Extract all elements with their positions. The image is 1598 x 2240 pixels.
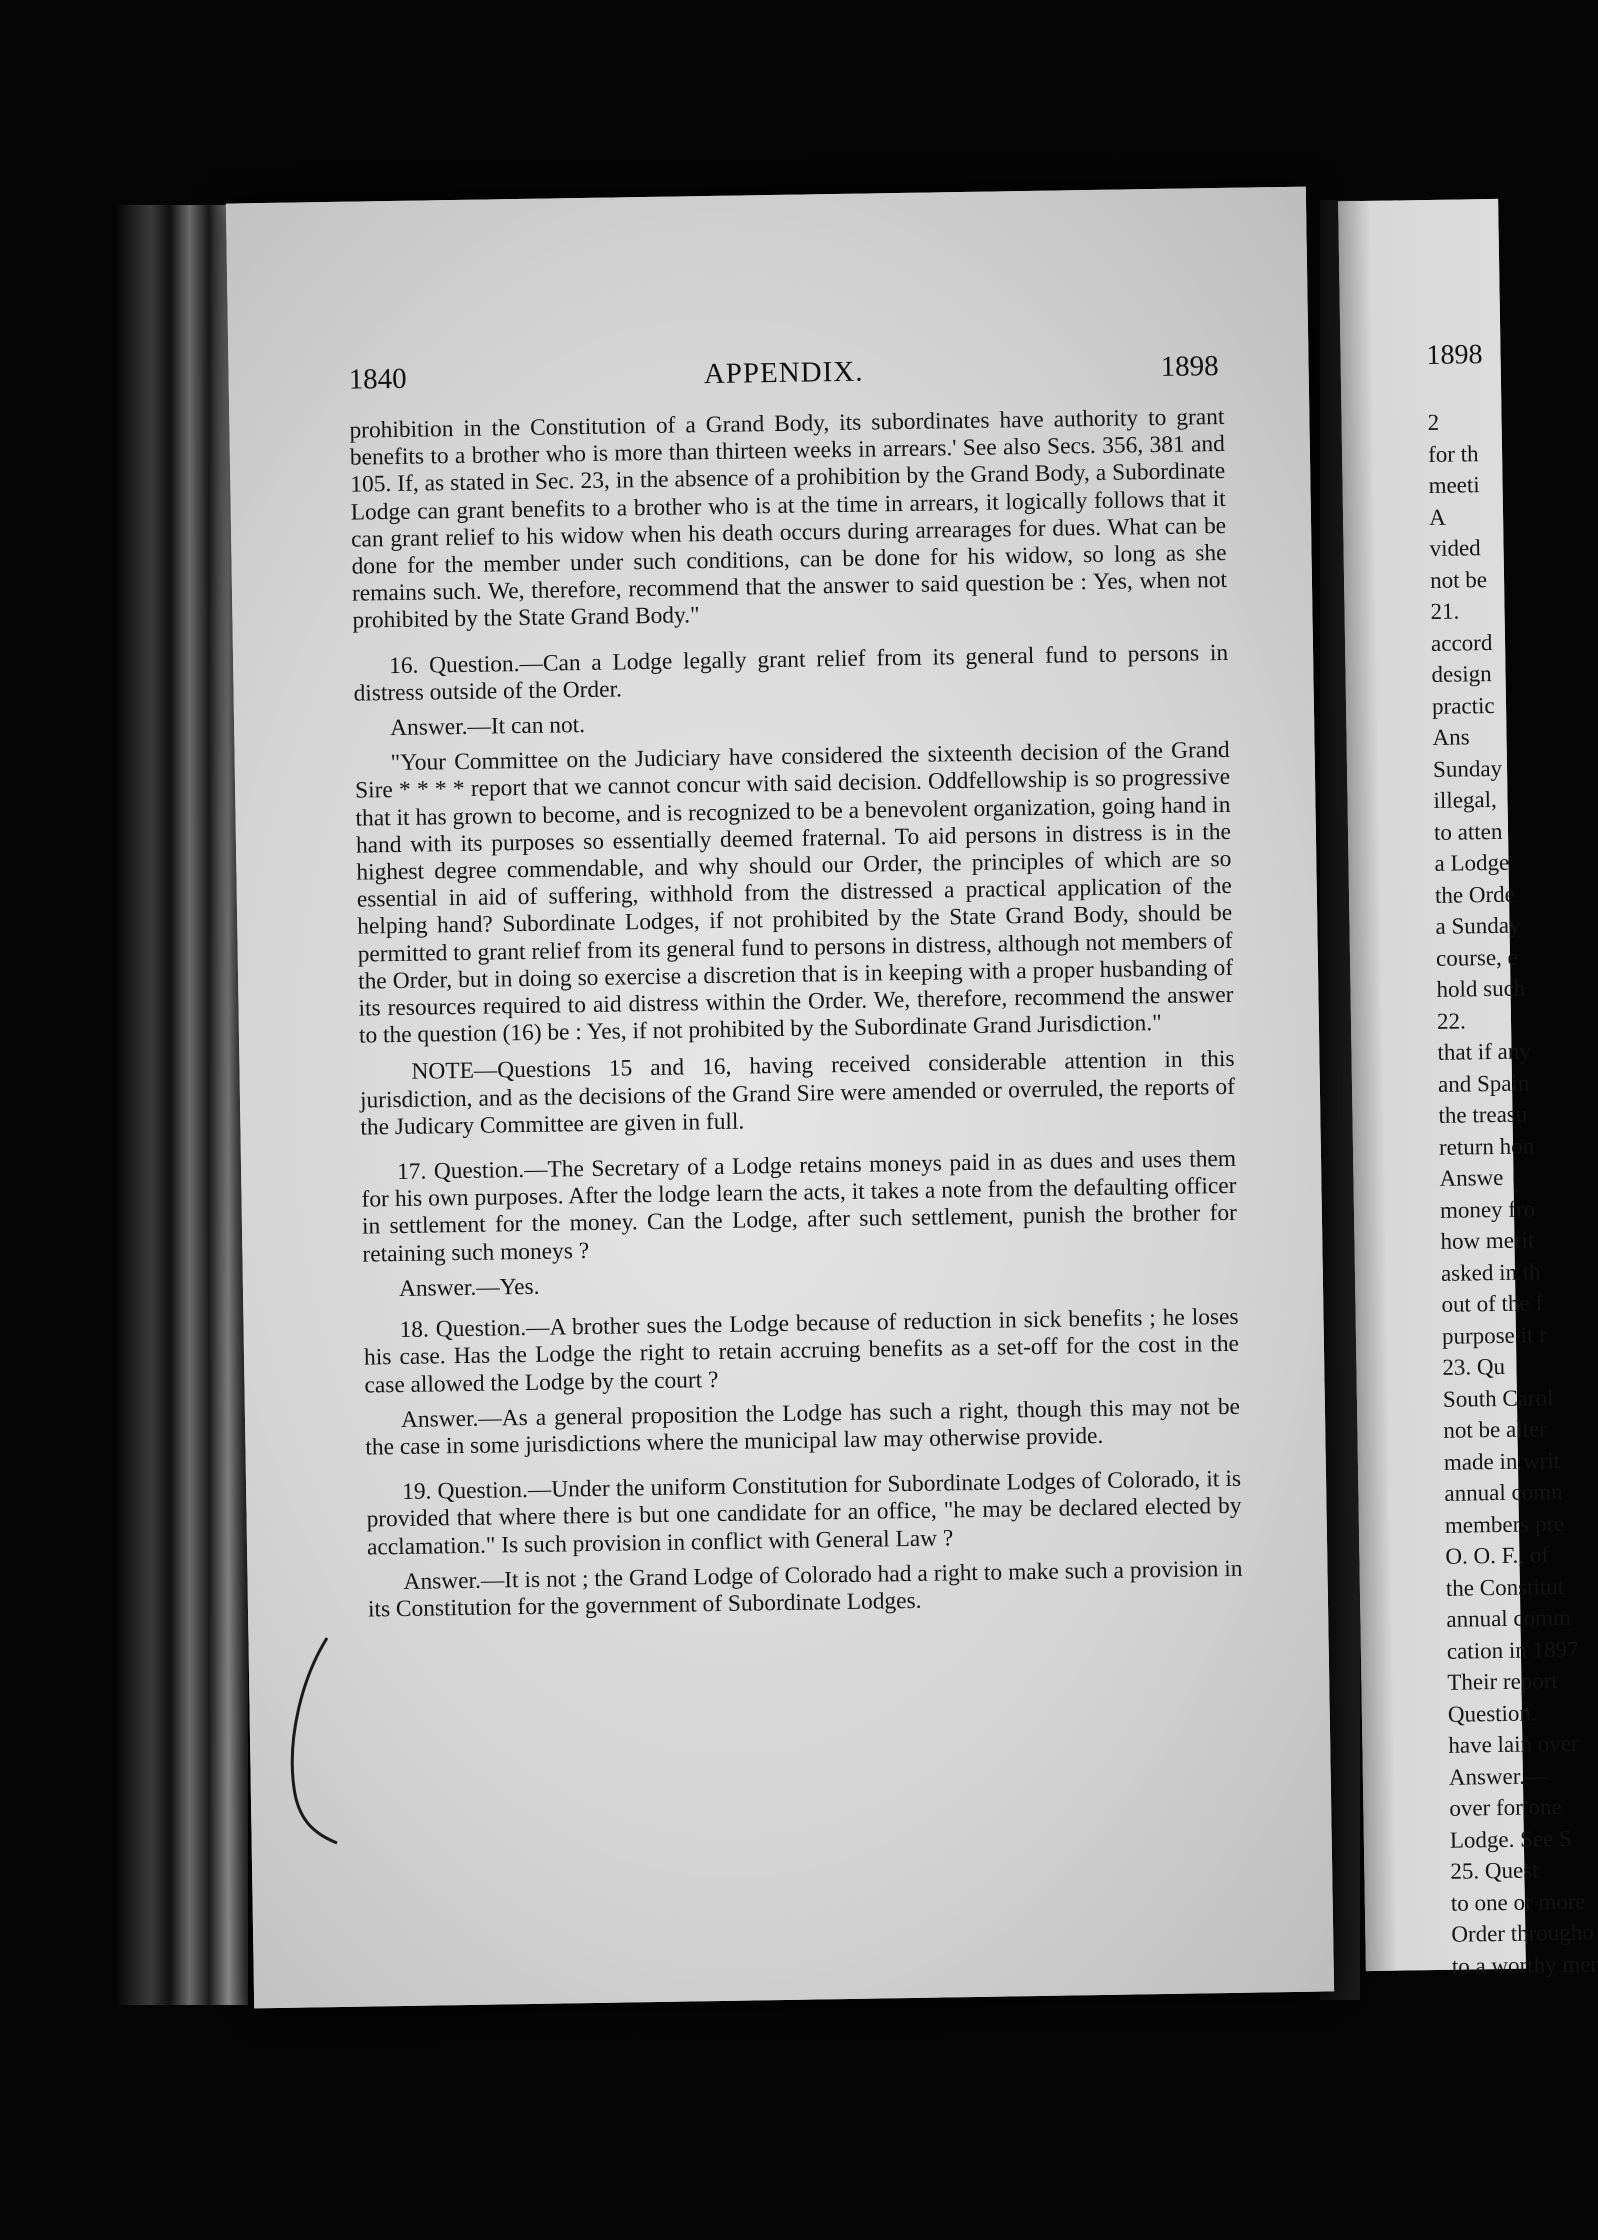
- body-text: [349, 404, 1243, 1624]
- page-title: APPENDIX.: [703, 355, 864, 391]
- adjacent-page-line: course, e: [1435, 944, 1518, 971]
- running-header: [348, 350, 1219, 404]
- question-18: 18. Question.—A brother sues the Lodge because of reduction in sick benefits ; he loses his case. Has the Lodge the right to retain accruing benefits as a set-off for the cost in the case allowed the Lodge by the court ?: [363, 1303, 1240, 1399]
- handwritten-bracket-mark: [282, 1628, 342, 1858]
- adjacent-page-line: that if any: [1437, 1038, 1531, 1065]
- committee-report: "Your Committee on the Judiciary have considered the sixteenth decision of the Grand Sire * * * * report that we cannot concur with said decision. Oddfellowship is so progressive that it has grown to become, and is recognized to be a benevolent organization, going hand in hand with its purposes so essentially deemed fraternal. To aid persons in distress is in the highest degree commendable, and why should our Order, the principles of which are so essential in aid of suffering, withhold from the distressed a practical application of the helping hand? Subordinate Lodges, if not prohibited by the State Grand Body, should be permitted to grant relief from its general fund to persons in distress, although not members of the Order, but in doing so exercise a discretion that is in keeping with a proper husbanding of its resources required to aid distress within the Order. We, therefore, recommend the answer to the question (16) be : Yes, if not prohibited by the Subordinate Grand Jurisdiction.": [354, 737, 1234, 1049]
- adjacent-page-line: annual comm: [1446, 1604, 1572, 1632]
- answer-19: Answer.—It is not ; the Grand Lodge of Colorado had a right to make such a provision in its Constitution for the government of Subordinate Lodges.: [367, 1555, 1243, 1623]
- adjacent-page-line: 21.: [1430, 598, 1460, 624]
- header-year: 1898: [1160, 350, 1219, 383]
- paragraph: prohibition in the Constitution of a Grand Body, its subordinates have authority to grant benefits to a brother who is more than thirteen weeks in arrears.' See also Secs. 356, 381 and 105. If, as stated in Sec. 23, in the absence of a prohibition by the Grand Body, a Subordinate Lodge can grant benefits to a brother who is at the time in arrears, it logically follows that it can grant relief to his widow when his death occurs during arrearages for dues. What can be done for the member under such conditions, can be done for his widow, so long as she remains such. We, therefore, recommend that the answer to said question be : Yes, when not prohibited by the State Grand Body.": [349, 403, 1228, 635]
- adjacent-page-line: have lain over: [1448, 1730, 1579, 1758]
- adjacent-page-line: annual comn: [1444, 1479, 1563, 1506]
- question-19: 19. Question.—Under the uniform Constitution for Subordinate Lodges of Colorado, it is provided that where there is but one candidate for an office, "he may be declared elected by acclamation." Is such provision in conflict with General Law ?: [366, 1465, 1242, 1561]
- adjacent-page-line: the Orde: [1434, 881, 1516, 908]
- adjacent-page-line: accord: [1430, 629, 1493, 656]
- adjacent-page-line: cation in 1897: [1446, 1636, 1579, 1664]
- adjacent-page-line: the treasu: [1438, 1101, 1528, 1128]
- adjacent-page-line: made in writ: [1443, 1447, 1561, 1475]
- adjacent-page-line: Sunday: [1432, 755, 1503, 782]
- answer-16: Answer.—It can not.: [389, 712, 586, 742]
- adjacent-page-line: 23. Qu: [1442, 1353, 1506, 1380]
- adjacent-page-line: Answe: [1439, 1164, 1504, 1191]
- adjacent-page-line: practic: [1431, 692, 1495, 719]
- question-16: 16. Question.—Can a Lodge legally grant relief from its general fund to persons in distress outside of the Order.: [353, 639, 1229, 707]
- answer-17: Answer.—Yes.: [398, 1273, 540, 1302]
- adjacent-page-line: to atten: [1433, 818, 1503, 845]
- adjacent-page-line: not be alter: [1443, 1416, 1548, 1443]
- adjacent-page-line: over for one: [1449, 1794, 1562, 1821]
- adjacent-page: [1338, 199, 1598, 1979]
- answer-18: Answer.—As a general proposition the Lodge has such a right, though this may not be the case in some jurisdictions where the municipal law may otherwise provide.: [365, 1393, 1241, 1461]
- adjacent-page-line: Ans: [1432, 724, 1470, 750]
- adjacent-page-line: Order througho: [1451, 1919, 1594, 1947]
- adjacent-page-line: money fro: [1439, 1195, 1536, 1223]
- adjacent-page-line: a Lodge: [1434, 849, 1510, 876]
- adjacent-page-line: illegal,: [1433, 786, 1497, 813]
- adjacent-page-line: to a worthy mer: [1451, 1951, 1598, 1979]
- adjacent-page-line: a Sunday: [1435, 912, 1521, 939]
- document-page: [226, 187, 1334, 2009]
- adjacent-page-line: design: [1431, 661, 1492, 687]
- adjacent-page-line: and Spain: [1437, 1069, 1530, 1097]
- binding-edge: [118, 205, 248, 2005]
- adjacent-page-line: Answer.—: [1448, 1762, 1549, 1790]
- adjacent-page-line: the Constitut: [1445, 1573, 1565, 1601]
- adjacent-page-line: purpose it r: [1441, 1321, 1547, 1349]
- adjacent-page-header: 1898: [1426, 339, 1483, 371]
- adjacent-page-line: asked in th: [1440, 1258, 1541, 1286]
- adjacent-page-line: return hon: [1438, 1132, 1535, 1160]
- adjacent-page-line: 22.: [1436, 1007, 1466, 1034]
- adjacent-page-line: hold such: [1436, 975, 1526, 1002]
- adjacent-page-line: meeti: [1428, 472, 1480, 498]
- question-17: 17. Question.—The Secretary of a Lodge retains moneys paid in as dues and uses them for his own purposes. After the lodge learn the acts, it takes a note from the defaulting officer in settlement for the money. Can the Lodge, after such settlement, punish the brother for retaining such moneys ?: [361, 1145, 1238, 1268]
- adjacent-page-line: for th: [1427, 440, 1479, 467]
- page-number: 1840: [348, 362, 407, 396]
- adjacent-page-line: to one or more: [1450, 1888, 1586, 1916]
- adjacent-page-line: Lodge. See S: [1449, 1825, 1573, 1853]
- adjacent-page-line: O. O. F., of: [1445, 1542, 1550, 1569]
- adjacent-page-line: vided: [1429, 535, 1481, 561]
- adjacent-page-line: out of the f: [1441, 1290, 1544, 1317]
- adjacent-page-line: members pre: [1444, 1510, 1565, 1538]
- adjacent-page-line: 2: [1427, 409, 1440, 435]
- adjacent-page-line: 25. Quest: [1450, 1857, 1539, 1884]
- adjacent-page-line: not be: [1429, 566, 1488, 593]
- adjacent-page-line: A: [1428, 504, 1446, 530]
- adjacent-page-line: Their report: [1447, 1668, 1559, 1695]
- adjacent-page-line: Question.: [1447, 1699, 1537, 1727]
- note: NOTE—Questions 15 and 16, having received considerable attention in this jurisdiction, and as the decisions of the Grand Sire were amended or overruled, the reports of the Judicary Committee are given in full.: [359, 1046, 1236, 1141]
- adjacent-page-line: how merit: [1440, 1227, 1535, 1254]
- adjacent-page-line: South Carol: [1442, 1384, 1554, 1412]
